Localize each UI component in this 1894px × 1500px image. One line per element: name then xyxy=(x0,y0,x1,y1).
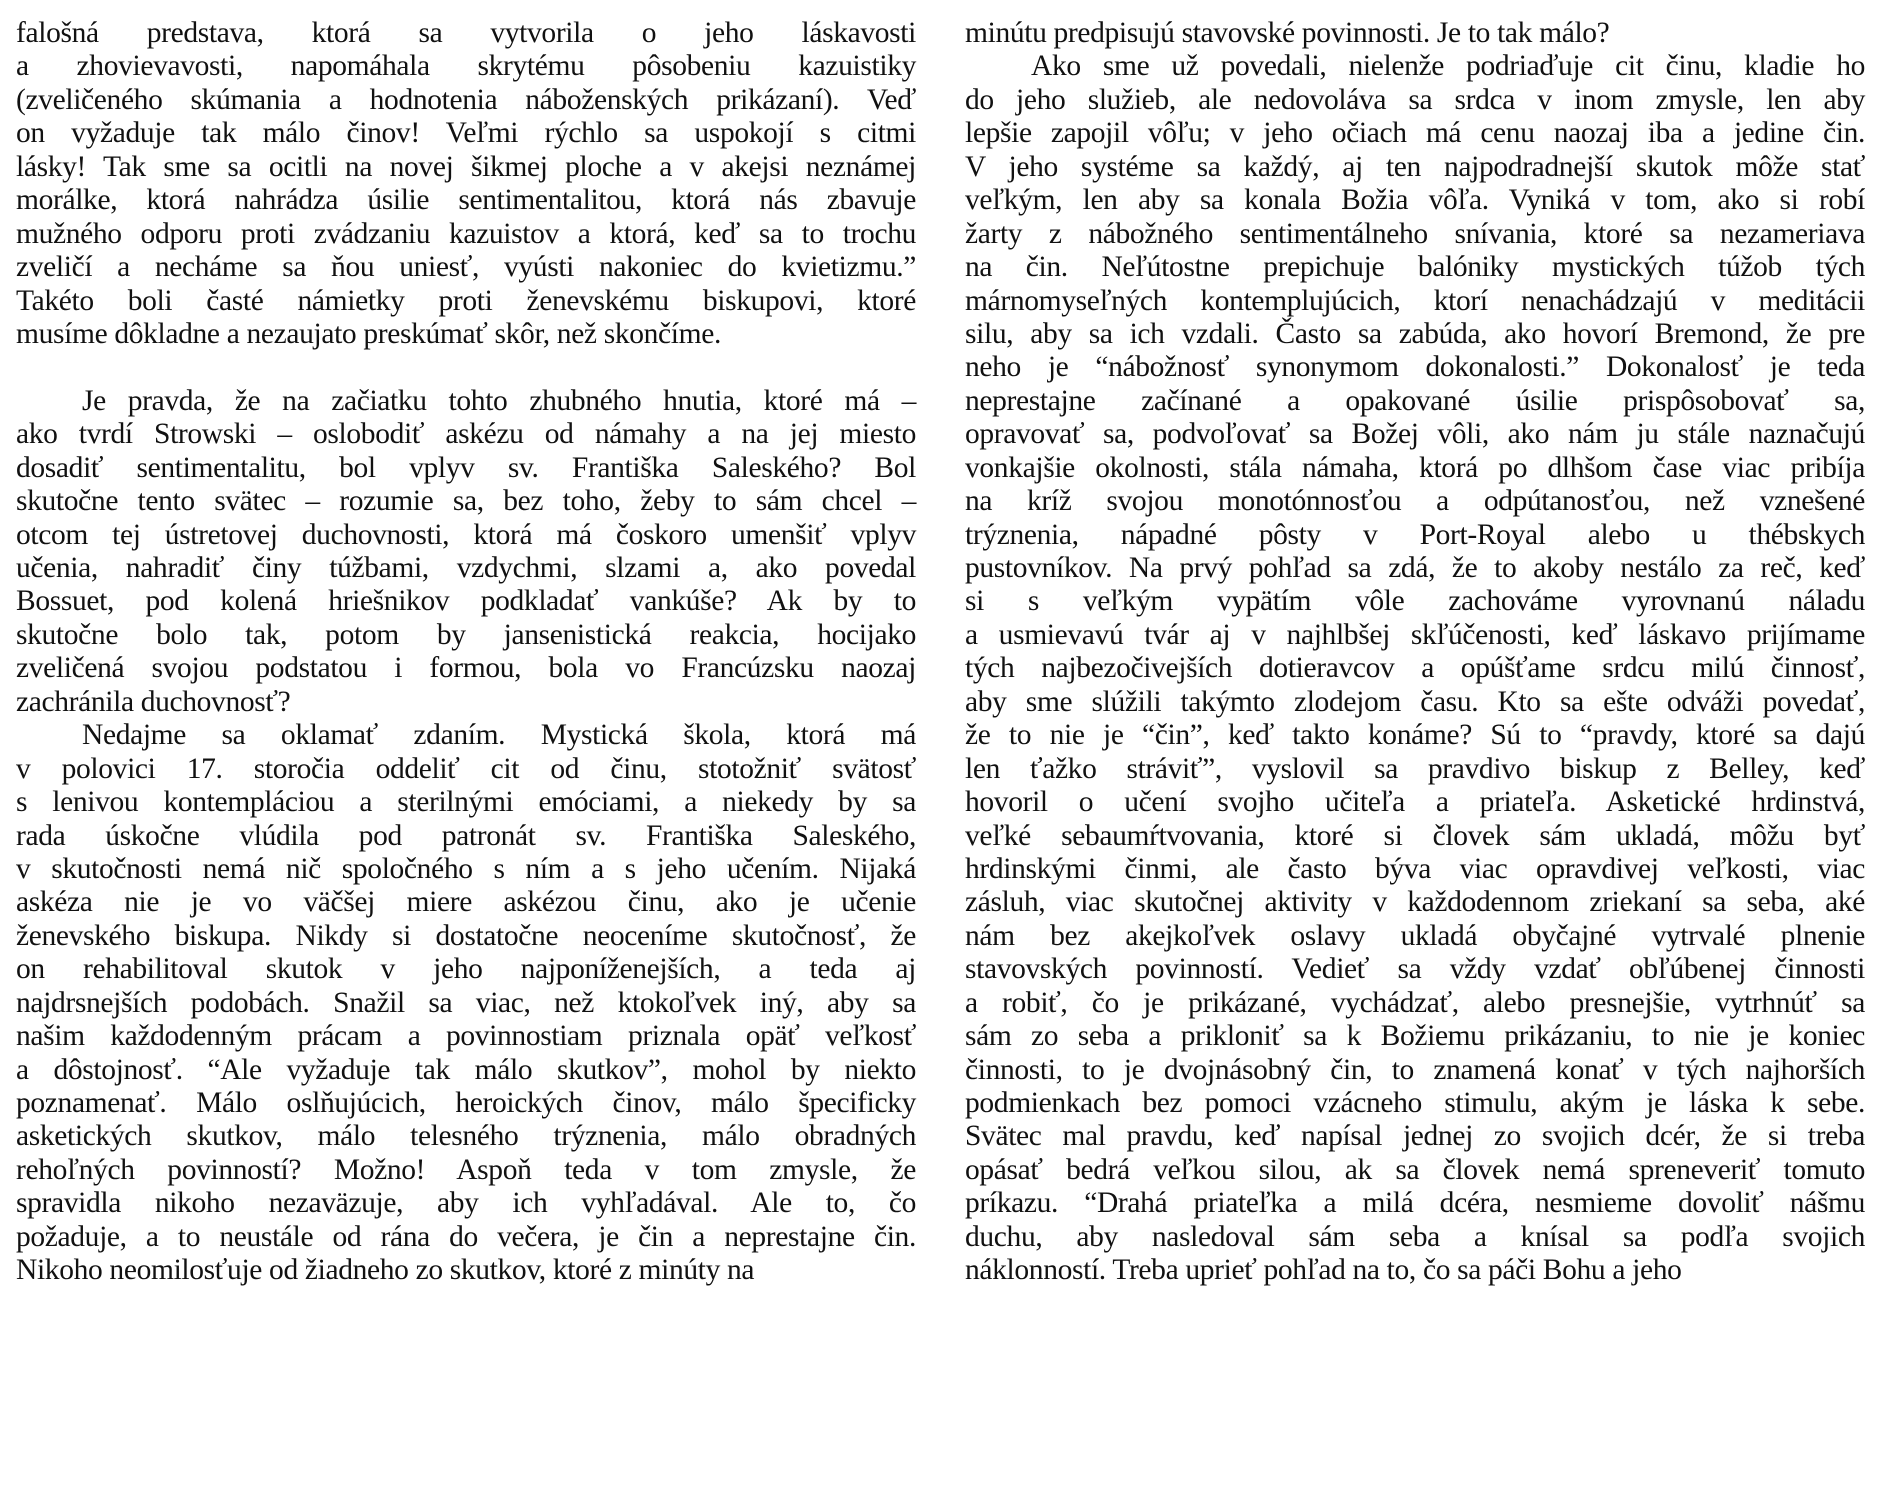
text-line: mužného odporu proti zvádzaniu kazuistov a ktorá, keď sa to trochu xyxy=(16,217,916,250)
text-line: ženevského biskupa. Nikdy si dostatočne neoceníme skutočnosť, že xyxy=(16,919,916,952)
paragraph-first-line: minútu predpisujú stavovské povinnosti. Je to tak málo? xyxy=(965,17,1610,49)
text-line: trýznenia, nápadné pôsty v Port-Royal alebo u thébskych xyxy=(965,518,1865,551)
text-line: hrdinskými činmi, ale často býva viac opravdivej veľkosti, viac xyxy=(965,852,1865,885)
text-line: silu, aby sa ich vzdali. Často sa zabúda, ako hovorí Bremond, že pre xyxy=(965,317,1865,350)
text-line: zásluh, viac skutočnej aktivity v každodennom zriekaní sa seba, aké xyxy=(965,886,1865,919)
text-line: Bossuet, pod kolená hriešnikov podkladať vankúše? Ak by to xyxy=(16,585,916,618)
text-line: duchu, aby nasledoval sám seba a knísal sa podľa svojich xyxy=(965,1220,1865,1253)
text-line: rehoľných povinností? Možno! Aspoň teda v tom zmysle, že xyxy=(16,1153,916,1186)
text-line: márnomyseľných kontemplujúcich, ktorí nenachádzajú v meditácii xyxy=(965,284,1865,317)
text-line: v skutočnosti nemá nič spoločného s ním a s jeho učením. Nijaká xyxy=(16,852,916,885)
text-line: asketických skutkov, málo telesného trýznenia, málo obradných xyxy=(16,1120,916,1153)
text-line: poznamenať. Málo oslňujúcich, heroických činov, málo špecificky xyxy=(16,1087,916,1119)
text-line: skutočne tento svätec – rozumie sa, bez toho, žeby to sám chcel – xyxy=(16,485,916,518)
text-line: stavovských povinností. Vedieť sa vždy vzdať obľúbenej činnosti xyxy=(965,953,1865,986)
text-line: do jeho služieb, ale nedovoláva sa srdca v inom zmysle, len aby xyxy=(965,83,1865,116)
text-line: on vyžaduje tak málo činov! Veľmi rýchlo sa uspokojí s citmi xyxy=(16,117,916,150)
text-line: ako tvrdí Strowski – oslobodiť askézu od námahy a na jej miesto xyxy=(16,418,916,451)
text-line: najdrsnejších podobách. Snažil sa viac, než ktokoľvek iný, aby sa xyxy=(16,986,916,1019)
text-line: príkazu. “Drahá priateľka a milá dcéra, nesmieme dovoliť nášmu xyxy=(965,1187,1865,1220)
text-line: Svätec mal pravdu, keď napísal jednej zo svojich dcér, že si treba xyxy=(965,1120,1865,1153)
text-line: našim každodenným prácam a povinnostiam priznala opäť veľkosť xyxy=(16,1020,916,1053)
text-line: dosadiť sentimentalitu, bol vplyv sv. Františka Saleského? Bol xyxy=(16,451,916,484)
text-line: hovoril o učení svojho učiteľa a priateľa. Asketické hrdinstvá, xyxy=(965,786,1865,819)
text-line: lásky! Tak sme sa ocitli na novej šikmej ploche a v akejsi neznámej xyxy=(16,150,916,183)
text-line: skutočne bolo tak, potom by jansenistická reakcia, hocijako xyxy=(16,618,916,651)
text-line: náklonností. Treba uprieť pohľad na to, čo sa páči Bohu a jeho xyxy=(965,1254,1682,1287)
text-line: lepšie zapojil vôľu; v jeho očiach má cenu naozaj iba a jedine čin. xyxy=(965,117,1865,150)
text-line: rada úskočne vlúdila pod patronát sv. Františka Saleského, xyxy=(16,819,916,852)
text-line: požaduje, a to neustále od rána do večera, je čin a neprestajne čin. xyxy=(16,1220,916,1253)
text-line: na čin. Neľútostne prepichuje balóniky mystických túžob tých xyxy=(965,251,1865,284)
text-line: (zveličeného skúmania a hodnotenia náboženských prikázaní). Veď xyxy=(16,83,916,116)
text-line: V jeho systéme sa každý, aj ten najpodradnejší skutok môže stať xyxy=(965,150,1865,183)
paragraph-first-line: falošná predstava, ktorá sa vytvorila o jeho láskavosti xyxy=(16,17,916,49)
text-line: že to nie je “čin”, keď takto konáme? Sú to “pravdy, ktoré sa dajú xyxy=(965,719,1865,752)
text-line: Takéto boli časté námietky proti ženevskému biskupovi, ktoré xyxy=(16,284,916,317)
text-line: veľké sebaumŕtvovania, ktoré si človek sám ukladá, môžu byť xyxy=(965,819,1865,852)
text-line: v polovici 17. storočia oddeliť cit od činu, stotožniť svätosť xyxy=(16,752,916,785)
text-line: aby sme slúžili takýmto zlodejom času. Kto sa ešte odváži povedať, xyxy=(965,685,1865,718)
text-line: opásať bedrá veľkou silou, ak sa človek nemá spreneveriť tomuto xyxy=(965,1153,1865,1186)
paragraph-gap xyxy=(16,351,916,384)
text-line: a dôstojnosť. “Ale vyžaduje tak málo skutkov”, mohol by niekto xyxy=(16,1053,916,1086)
text-line: neprestajne začínané a opakované úsilie prispôsobovať sa, xyxy=(965,384,1865,417)
text-line: podmienkach bez pomoci vzácneho stimulu, akým je láska k sebe. xyxy=(965,1087,1865,1119)
text-line: veľkým, len aby sa konala Božia vôľa. Vyniká v tom, ako si robí xyxy=(965,184,1865,217)
text-line: žarty z nábožného sentimentálneho snívania, ktoré sa nezameriava xyxy=(965,217,1865,250)
text-line: pustovníkov. Na prvý pohľad sa zdá, že to akoby nestálo za reč, keď xyxy=(965,552,1865,584)
text-line: učenia, nahradiť činy túžbami, vzdychmi, slzami a, ako povedal xyxy=(16,552,916,584)
text-line: zveličená svojou podstatou i formou, bola vo Francúzsku naozaj xyxy=(16,652,916,685)
text-line: zachránila duchovnosť? xyxy=(16,685,291,718)
text-line: a zhovievavosti, napomáhala skrytému pôsobeniu kazuistiky xyxy=(16,50,916,83)
text-line: a robiť, čo je prikázané, vychádzať, alebo presnejšie, vytrhnúť sa xyxy=(965,986,1865,1019)
paragraph-first-line: Nedajme sa oklamať zdaním. Mystická škola, ktorá má xyxy=(82,719,916,752)
text-line: zveličí a necháme sa ňou uniesť, vyústi nakoniec do kvietizmu.” xyxy=(16,251,916,284)
text-line: otcom tej ústretovej duchovnosti, ktorá má čoskoro umenšiť vplyv xyxy=(16,518,916,551)
text-line: askéza nie je vo väčšej miere askézou činu, ako je učenie xyxy=(16,886,916,919)
text-line: on rehabilitoval skutok v jeho najponíženejších, a teda aj xyxy=(16,953,916,986)
text-line: činnosti, to je dvojnásobný čin, to znamená konať v tých najhorších xyxy=(965,1053,1865,1086)
paragraph-first-line: Je pravda, že na začiatku tohto zhubného hnutia, ktoré má – xyxy=(82,384,916,417)
text-line: na kríž svojou monotónnosťou a odpútanosťou, než vznešené xyxy=(965,485,1865,518)
text-line: spravidla nikoho nezaväzuje, aby ich vyhľadával. Ale to, čo xyxy=(16,1187,916,1220)
text-line: s lenivou kontempláciou a sterilnými emóciami, a niekedy by sa xyxy=(16,786,916,819)
text-line: nám bez akejkoľvek oslavy ukladá obyčajné vytrvalé plnenie xyxy=(965,919,1865,952)
text-line: Nikoho neomilosťuje od žiadneho zo skutkov, ktoré z minúty na xyxy=(16,1254,755,1287)
text-line: neho je “nábožnosť synonymom dokonalosti.” Dokonalosť je teda xyxy=(965,351,1865,384)
text-line: vonkajšie okolnosti, stála námaha, ktorá po dlhšom čase viac pribíja xyxy=(965,451,1865,484)
paragraph-first-line: Ako sme už povedali, nielenže podriaďuje cit činu, kladie ho xyxy=(1031,50,1865,83)
text-line: opravovať sa, podvoľovať sa Božej vôli, ako nám ju stále naznačujú xyxy=(965,418,1865,451)
text-line: sám zo seba a prikloniť sa k Božiemu prikázaniu, to nie je koniec xyxy=(965,1020,1865,1053)
text-line: si s veľkým vypätím vôle zachováme vyrovnanú náladu xyxy=(965,585,1865,618)
text-line: tých najbezočivejších dotieravcov a opúšťame srdcu milú činnosť, xyxy=(965,652,1865,685)
text-line: a usmievavú tvár aj v najhlbšej skľúčenosti, keď láskavo prijímame xyxy=(965,618,1865,651)
left-column xyxy=(16,17,916,1288)
right-column xyxy=(965,17,1865,1288)
text-line: morálke, ktorá nahrádza úsilie sentimentalitou, ktorá nás zbavuje xyxy=(16,184,916,217)
text-line: musíme dôkladne a nezaujato preskúmať skôr, než skončíme. xyxy=(16,317,721,350)
text-line: len ťažko stráviť”, vyslovil sa pravdivo biskup z Belley, keď xyxy=(965,752,1865,785)
